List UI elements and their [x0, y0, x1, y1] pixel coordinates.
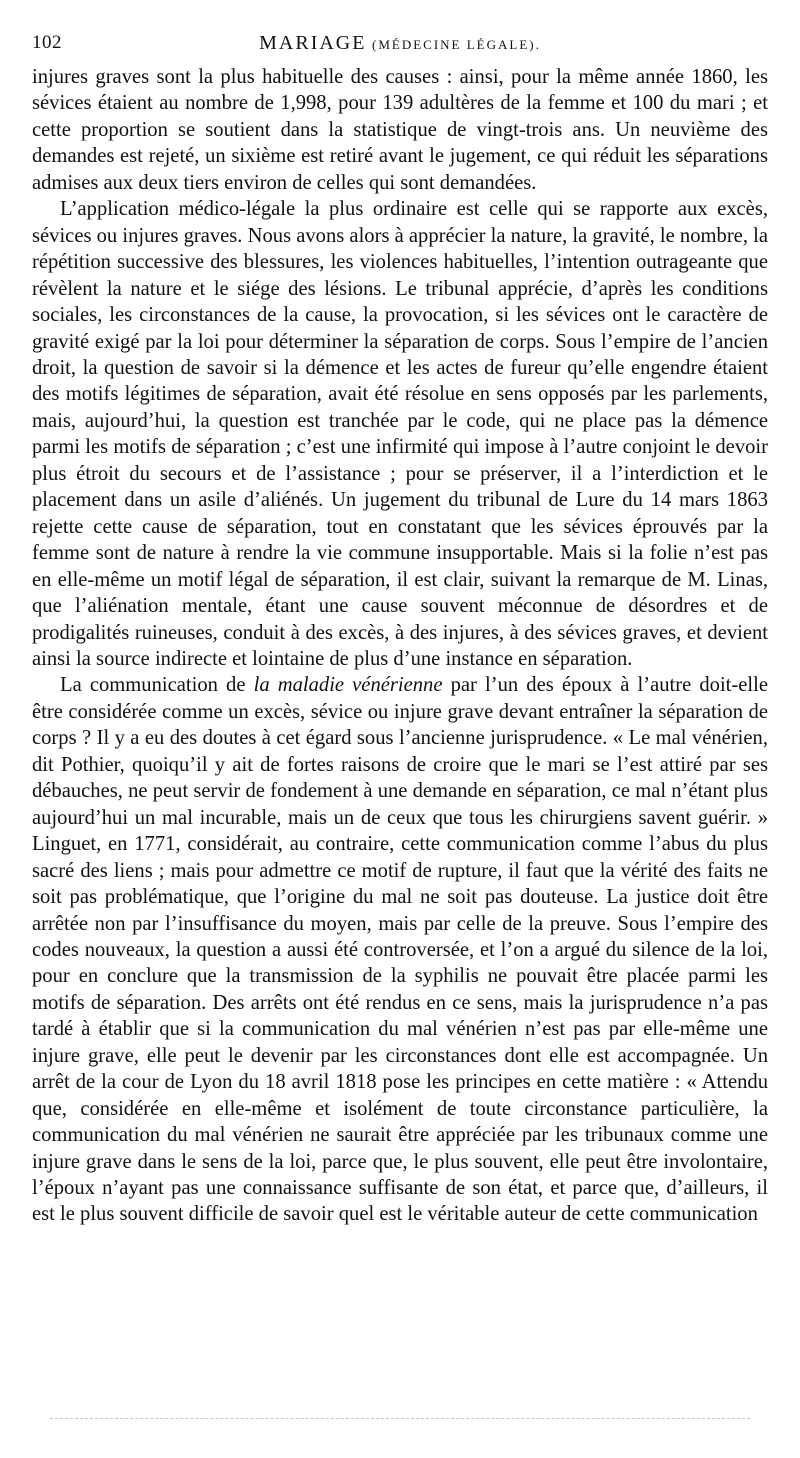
running-header — [32, 30, 768, 64]
paragraph-venereal-disease-italic-term: la maladie vénérienne — [253, 674, 443, 697]
running-title-subtitle: (MÉDECINE LÉGALE). — [371, 37, 541, 52]
page-bottom-rule — [50, 1418, 750, 1419]
page-number: 102 — [32, 32, 62, 53]
book-page — [32, 30, 768, 1228]
paragraph-venereal-disease — [32, 672, 768, 1228]
paragraph-venereal-disease-body: par l’un des époux à l’autre doit-elle être considérée comme un excès, sévice ou injure grave devant entraîner la séparation de corps ? Il y a eu des doutes à cet égard sous l’ancienne jurisprudence. « Le mal vénérien, dit Pothier, quoiqu’il y ait de fortes raisons de croire que le mari se l’est attiré par ses débauches, ne peut servir de fondement à une demande en séparation, ce mal n’étant plus aujourd’hui un mal incurable, mais un de ceux que tous les chirurgiens savent guérir. » Linguet, en 1771, considérait, au contraire, cette communication comme l’abus du plus sacré des liens ; mais pour admettre ce motif de rupture, il faut que la vérité des faits ne soit pas problématique, que l’origine du mal ne soit pas douteuse. La justice doit être arrêtée non par l’insuffisance du moyen, mais par celle de la preuve. Sous l’empire des codes nouveaux, la question a aussi été controversée, et l’on a argué du silence de la loi, pour en conclure que la transmission de la syphilis ne pouvait être placée parmi les motifs de séparation. Des arrêts ont été rendus en ce sens, mais la jurisprudence n’a pas tardé à établir que si la communication du mal vénérien n’est pas par elle-même une injure grave, elle peut le devenir par les circonstances dont elle est accompagnée. Un arrêt de la cour de Lyon du 18 avril 1818 pose les principes en cette matière : « Attendu que, considérée en elle-même et isolément de toute circonstance particulière, la communication du mal vénérien ne saurait être appréciée par les tribunaux comme une injure grave dans le sens de la loi, parce que, le plus souvent, elle peut être involontaire, l’époux n’ayant pas une connaissance suffisante de son état, et parce que, d’ailleurs, il est le plus souvent difficile de savoir quel est le véritable auteur de cette communication — [32, 674, 768, 1226]
running-title — [32, 32, 768, 55]
paragraph-continuation: injures graves sont la plus habituelle des causes : ainsi, pour la même année 1860, les sévices étaient au nombre de 1,998, pour 139 adultères de la femme et 100 du mari ; et cette proportion se soutient dans la statistique de vingt-trois ans. Un neuvième des demandes est rejeté, un sixième est retiré avant le jugement, ce qui réduit les séparations admises aux deux tiers environ de celles qui sont demandées. — [32, 66, 768, 194]
paragraph-venereal-disease-lead: La communication de — [60, 674, 254, 697]
body-text — [32, 64, 768, 1228]
paragraph-medico-legal-application: L’application médico-légale la plus ordinaire est celle qui se rapporte aux excès, sévices ou injures graves. Nous avons alors à apprécier la nature, la gravité, le nombre, la répétition successive des blessures, les violences habituelles, l’intention outrageante que révèlent la nature et le siége des lésions. Le tribunal apprécie, d’après les conditions sociales, les circonstances de la cause, la provocation, si les sévices ont le caractère de gravité exigé par la loi pour déterminer la séparation de corps. Sous l’empire de l’ancien droit, la question de savoir si la démence et les actes de fureur qu’elle engendre étaient des motifs légitimes de séparation, avait été résolue en sens opposés par les parlements, mais, aujourd’hui, la question est tranchée par le code, qui ne place pas la démence parmi les motifs de séparation ; c’est une infirmité qui impose à l’autre conjoint le devoir plus étroit du secours et de l’assistance ; pour se préserver, il a l’interdiction et le placement dans un asile d’aliénés. Un jugement du tribunal de Lure du 14 mars 1863 rejette cette cause de séparation, tout en constatant que les sévices éprouvés par la femme sont de nature à rendre la vie commune insupportable. Mais si la folie n’est pas en elle-même un motif légal de séparation, il est clair, suivant la remarque de M. Linas, que l’aliénation mentale, étant une cause souvent méconnue de désordres et de prodigalités ruineuses, conduit à des excès, à des injures, à des sévices graves, et devient ainsi la source indirecte et lointaine de plus d’une instance en séparation. — [32, 198, 768, 670]
running-title-main: MARIAGE — [259, 32, 367, 54]
